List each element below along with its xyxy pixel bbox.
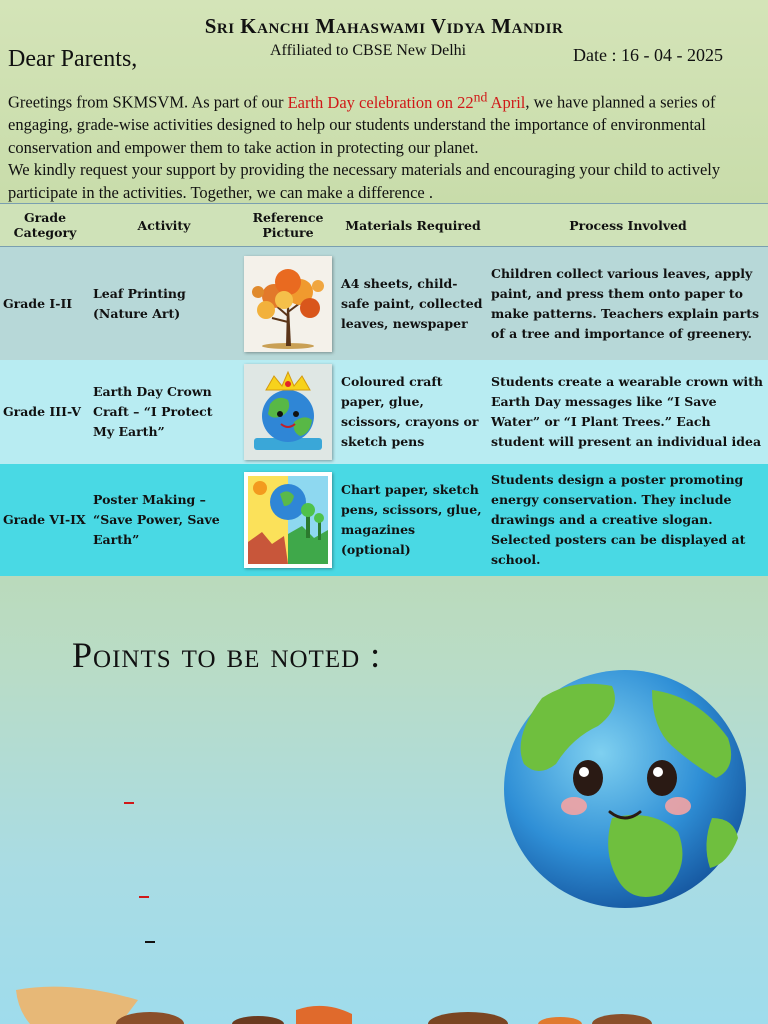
bullet-dash (124, 802, 134, 804)
earth-day-highlight (287, 89, 526, 112)
bullet-dash (139, 896, 149, 898)
earth-day-month: April (487, 92, 526, 112)
request-text: We kindly request your support by providing the necessary materials and encouraging your child to actively participate in the activities. Together, we can make a difference . (8, 160, 721, 202)
activity-cell: Poster Making – “Save Power, Save Earth” (90, 464, 238, 576)
table-row (0, 247, 768, 361)
leaf-print-tree-icon (244, 256, 332, 352)
earth-crown-icon (244, 364, 332, 460)
table-header-row (0, 204, 768, 247)
process-cell: Students create a wearable crown with Earth Day messages like “I Save Water” or “I Plant Trees.” Each student will present an individual idea (488, 360, 768, 464)
picture-cell (238, 464, 338, 576)
materials-cell: Chart paper, sketch pens, scissors, glue, magazines (optional) (338, 464, 488, 576)
points-title: Points to be noted : (72, 635, 382, 675)
activities-table (0, 203, 768, 576)
intro-text-continued: , we have planned a series of engaging, grade-wise activities designed to help our students understand the importance of environmental conservation and empower them to take action in protecting our planet. (8, 92, 716, 157)
process-cell: Students design a poster promoting energy conservation. They include drawings and a creative slogan. Selected posters can be displayed at school. (488, 464, 768, 576)
header-picture: Reference Picture (238, 204, 338, 247)
header-materials: Materials Required (338, 204, 488, 247)
table-row (0, 360, 768, 464)
earth-day-highlight-text: Earth Day celebration on 22 (287, 92, 474, 112)
picture-cell (238, 360, 338, 464)
grade-cell: Grade III-V (0, 360, 90, 464)
process-cell: Children collect various leaves, apply paint, and press them onto paper to make patterns. Teachers explain parts of a tree and importance of greenery. (488, 247, 768, 361)
intro-text: Greetings from SKMSVM. As part of our (8, 92, 288, 112)
save-earth-poster-icon (244, 472, 332, 568)
materials-cell: Coloured craft paper, glue, scissors, crayons or sketch pens (338, 360, 488, 464)
school-name: Sri Kanchi Mahaswami Vidya Mandir (204, 14, 564, 38)
salutation: Dear Parents, (8, 46, 138, 72)
header-activity: Activity (90, 204, 238, 247)
grade-cell: Grade I-II (0, 247, 90, 361)
letter-date: Date : 16 - 04 - 2025 (573, 45, 723, 65)
header-grade: Grade Category (0, 204, 90, 247)
intro-paragraph (8, 86, 764, 204)
bullet-dash (145, 941, 155, 943)
header-process: Process Involved (488, 204, 768, 247)
smiling-earth-icon (502, 668, 748, 910)
earth-day-superscript: nd (473, 89, 488, 104)
picture-cell (238, 247, 338, 361)
materials-cell: A4 sheets, child-safe paint, collected leaves, newspaper (338, 247, 488, 361)
affiliation: Affiliated to CBSE New Delhi (270, 42, 467, 59)
grade-cell: Grade VI-IX (0, 464, 90, 576)
activity-cell: Leaf Printing (Nature Art) (90, 247, 238, 361)
activity-cell: Earth Day Crown Craft – “I Protect My Earth” (90, 360, 238, 464)
table-row (0, 464, 768, 576)
autumn-leaves-icon (0, 980, 768, 1024)
